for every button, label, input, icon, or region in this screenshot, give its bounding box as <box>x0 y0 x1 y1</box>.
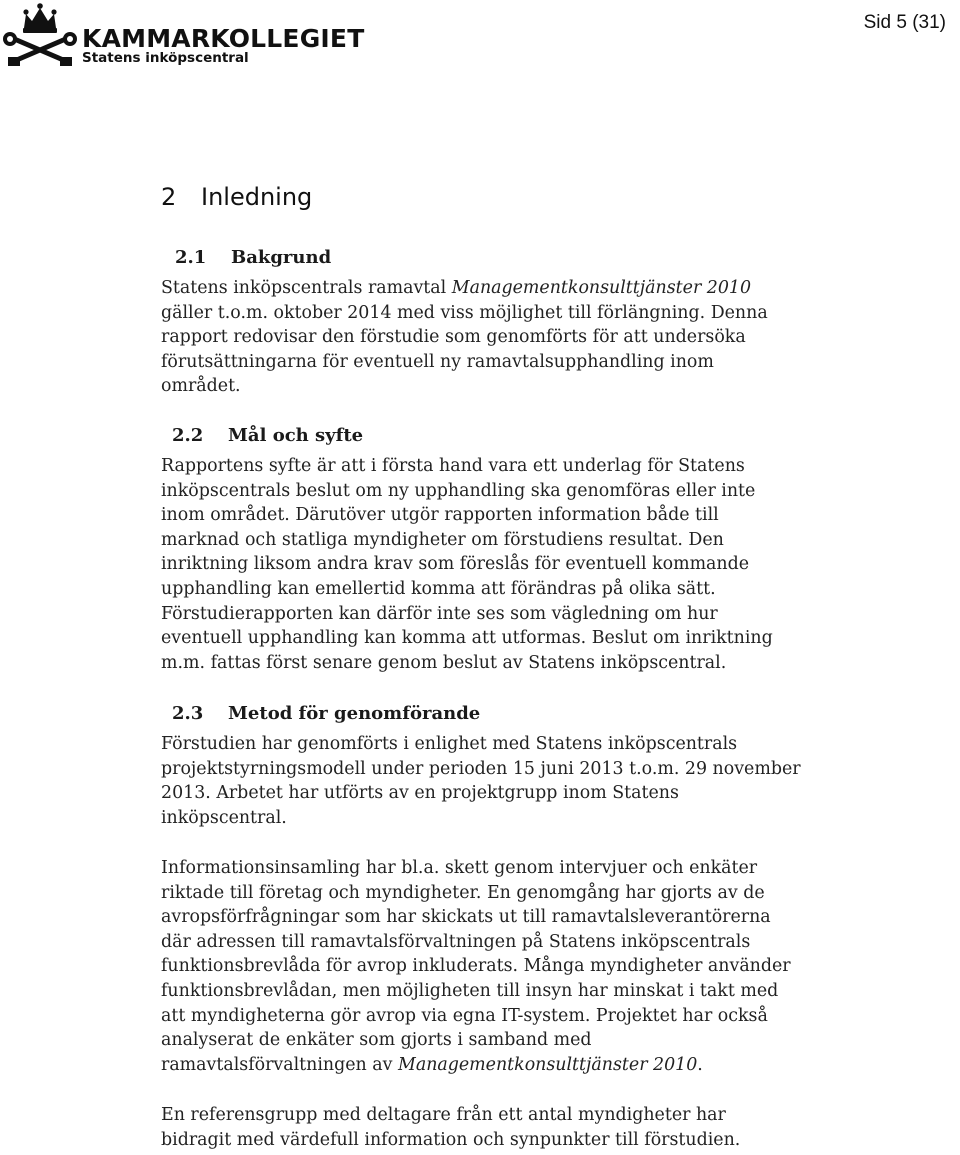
section-heading-mal-och-syfte <box>172 425 363 446</box>
text-line: avropsförfrågningar som har skickats ut till ramavtalsleverantörerna <box>161 907 771 928</box>
section-heading-metod <box>172 703 480 724</box>
text-line: En referensgrupp med deltagare från ett antal myndigheter har <box>161 1105 726 1125</box>
text-line: bidragit med värdefull information och synpunkter till förstudien. <box>161 1129 741 1150</box>
text-line: eventuell upphandling kan komma att utformas. Beslut om inriktning <box>161 628 773 649</box>
text-line: förutsättningarna för eventuell ny ramavtalsupphandling inom <box>161 351 714 372</box>
text-line: rapport redovisar den förstudie som genomförts för att undersöka <box>161 327 746 348</box>
organization-name: KAMMARKOLLEGIET <box>82 24 365 53</box>
paragraph-mal-och-syfte <box>161 454 861 675</box>
section-number: 2.1 <box>175 247 207 268</box>
chapter-title: Inledning <box>201 183 313 211</box>
section-number: 2.3 <box>172 703 204 724</box>
text-line: ramavtalsförvaltningen av Managementkonsulttjänster 2010. <box>161 1054 703 1075</box>
text-line: inriktning liksom andra krav som föreslås för eventuell kommande <box>161 554 750 575</box>
text-line: upphandling kan emellertid komma att förändras på olika sätt. <box>161 578 716 599</box>
section-heading-bakgrund <box>175 247 331 268</box>
text-line: Rapportens syfte är att i första hand vara ett underlag för Statens <box>161 456 745 476</box>
section-number: 2.2 <box>172 425 204 446</box>
section-title: Bakgrund <box>231 247 332 268</box>
text-line: inköpscentrals beslut om ny upphandling ska genomföras eller inte <box>161 480 756 501</box>
text-line: funktionsbrevlåda för avrop inkluderats. Många myndigheter använder <box>161 956 791 977</box>
text-line: området. <box>161 376 241 397</box>
section-title: Mål och syfte <box>228 425 364 446</box>
paragraph-metod-2 <box>161 856 861 1077</box>
text-line: Förstudien har genomförts i enlighet med Statens inköpscentrals <box>161 734 738 754</box>
text-line: att myndigheterna gör avrop via egna IT-system. Projektet har också <box>161 1005 768 1026</box>
paragraph-metod-1 <box>161 732 861 830</box>
text-line: där adressen till ramavtalsförvaltningen på Statens inköpscentrals <box>161 931 751 952</box>
text-line: funktionsbrevlådan, men möjligheten till insyn har minskat i takt med <box>161 980 779 1001</box>
text-line: riktade till företag och myndigheter. En genomgång har gjorts av de <box>161 882 765 903</box>
organization-subtitle: Statens inköpscentral <box>82 50 249 66</box>
chapter-heading <box>161 183 312 211</box>
text-line: 2013. Arbetet har utförts av en projektgrupp inom Statens <box>161 783 679 804</box>
text-line: inom området. Därutöver utgör rapporten information både till <box>161 505 719 526</box>
text-line: Statens inköpscentrals ramavtal Managementkonsulttjänster 2010 <box>161 278 752 298</box>
text-line: analyserat de enkäter som gjorts i samband med <box>161 1030 592 1051</box>
paragraph-metod-3 <box>161 1103 861 1152</box>
text-line: marknad och statliga myndigheter om förstudiens resultat. Den <box>161 529 724 550</box>
text-line: Förstudierapporten kan därför inte ses som vägledning om hur <box>161 603 718 624</box>
organization-logo <box>2 2 365 68</box>
paragraph-bakgrund <box>161 276 861 399</box>
chapter-number: 2 <box>161 183 177 211</box>
text-line: inköpscentral. <box>161 807 287 828</box>
text-line: Informationsinsamling har bl.a. skett genom intervjuer och enkäter <box>161 858 758 878</box>
text-line: m.m. fattas först senare genom beslut av Statens inköpscentral. <box>161 652 727 673</box>
text-line: gäller t.o.m. oktober 2014 med viss möjlighet till förlängning. Denna <box>161 302 768 323</box>
page-number: Sid 5 (31) <box>863 12 946 33</box>
text-line: projektstyrningsmodell under perioden 15 juni 2013 t.o.m. 29 november <box>161 758 801 779</box>
section-title: Metod för genomförande <box>228 703 481 724</box>
crown-keys-icon <box>2 2 78 68</box>
